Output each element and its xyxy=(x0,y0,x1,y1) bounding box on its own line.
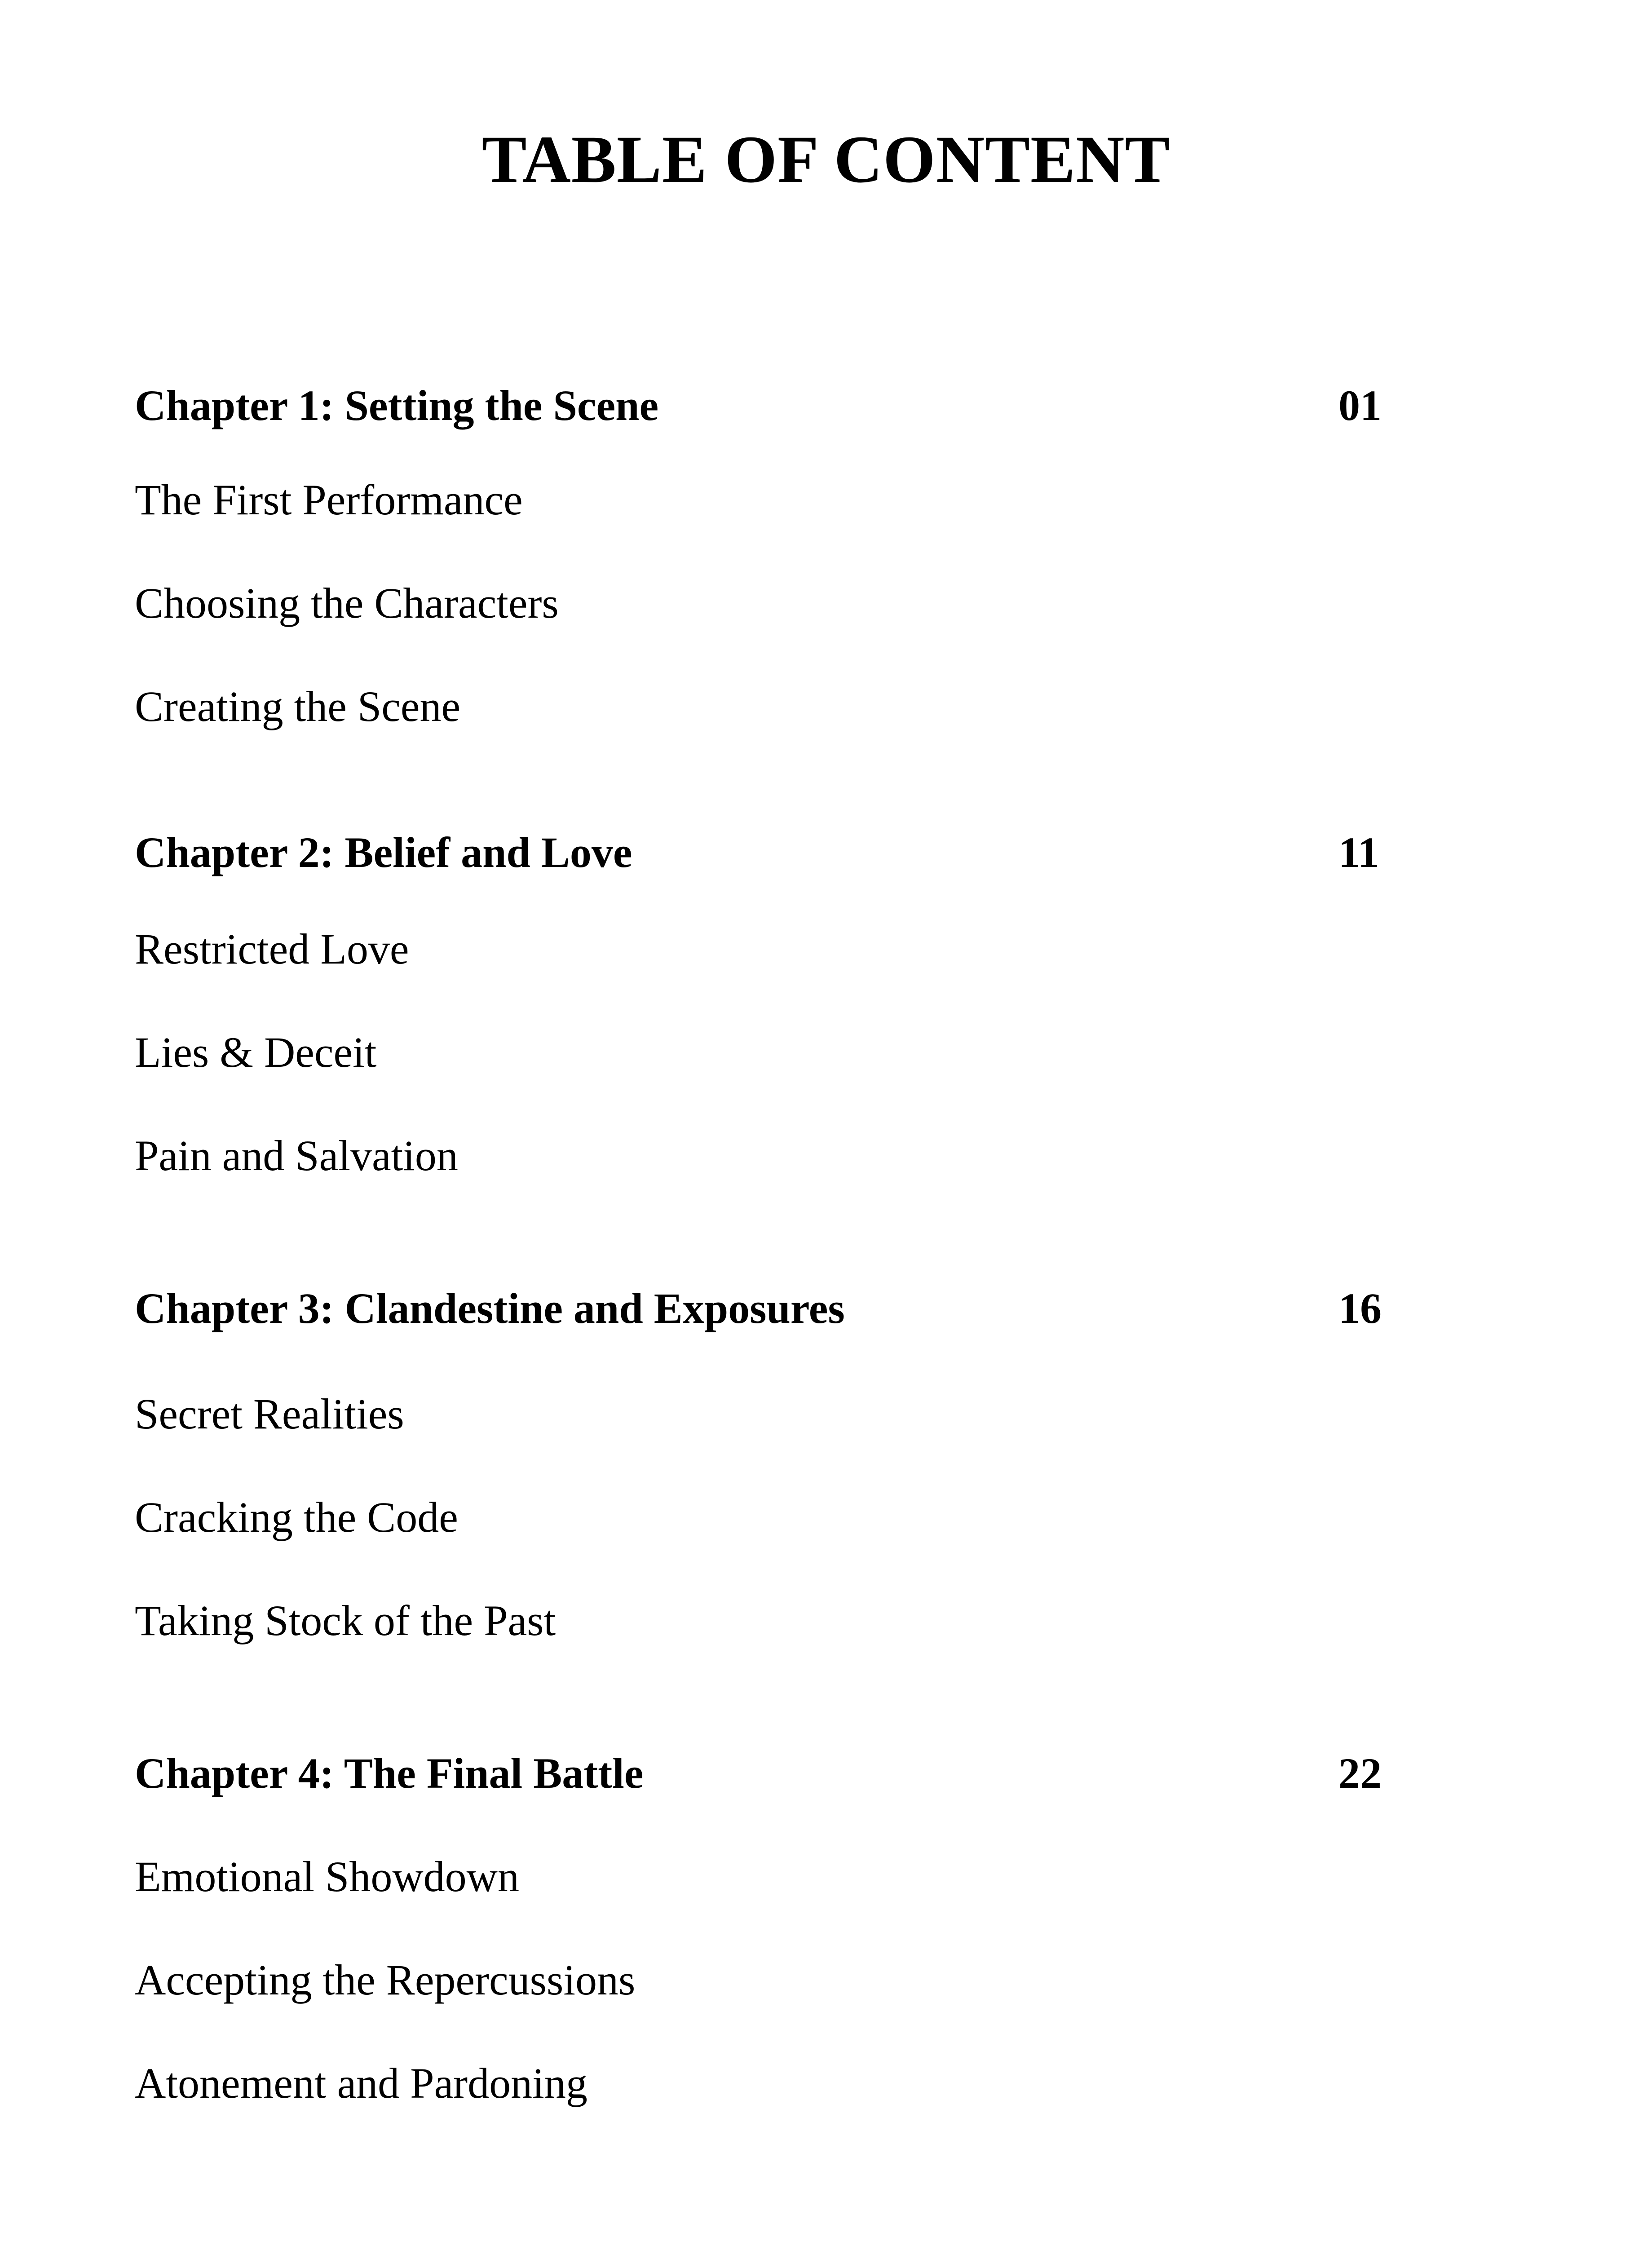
section-item[interactable]: Cracking the Code xyxy=(135,1493,458,1541)
chapter-2-row[interactable] xyxy=(135,828,1392,880)
chapter-title: Chapter 4: The Final Battle xyxy=(135,1749,644,1797)
chapter-3-row[interactable] xyxy=(135,1284,1392,1336)
section-item[interactable]: Pain and Salvation xyxy=(135,1132,458,1180)
chapter-1-row[interactable] xyxy=(135,381,1392,433)
section-item[interactable]: Lies & Deceit xyxy=(135,1028,377,1076)
section-item[interactable]: Taking Stock of the Past xyxy=(135,1596,556,1645)
section-item[interactable]: Emotional Showdown xyxy=(135,1853,519,1901)
section-item[interactable]: Choosing the Characters xyxy=(135,579,559,627)
section-item[interactable]: Restricted Love xyxy=(135,925,409,973)
section-item[interactable]: Accepting the Repercussions xyxy=(135,1956,636,2004)
chapter-page-number: 22 xyxy=(1338,1749,1382,1797)
chapter-page-number: 16 xyxy=(1338,1284,1382,1332)
chapter-title: Chapter 1: Setting the Scene xyxy=(135,381,659,429)
chapter-page-number: 11 xyxy=(1338,828,1379,876)
page-title: TABLE OF CONTENT xyxy=(481,122,1171,197)
section-item[interactable]: Secret Realities xyxy=(135,1390,404,1438)
section-item[interactable]: Creating the Scene xyxy=(135,682,461,730)
chapter-page-number: 01 xyxy=(1338,381,1382,429)
chapter-4-row[interactable] xyxy=(135,1749,1392,1801)
chapter-title: Chapter 2: Belief and Love xyxy=(135,828,632,876)
section-item[interactable]: Atonement and Pardoning xyxy=(135,2059,587,2107)
section-item[interactable]: The First Performance xyxy=(135,476,523,524)
chapter-title: Chapter 3: Clandestine and Exposures xyxy=(135,1284,845,1332)
